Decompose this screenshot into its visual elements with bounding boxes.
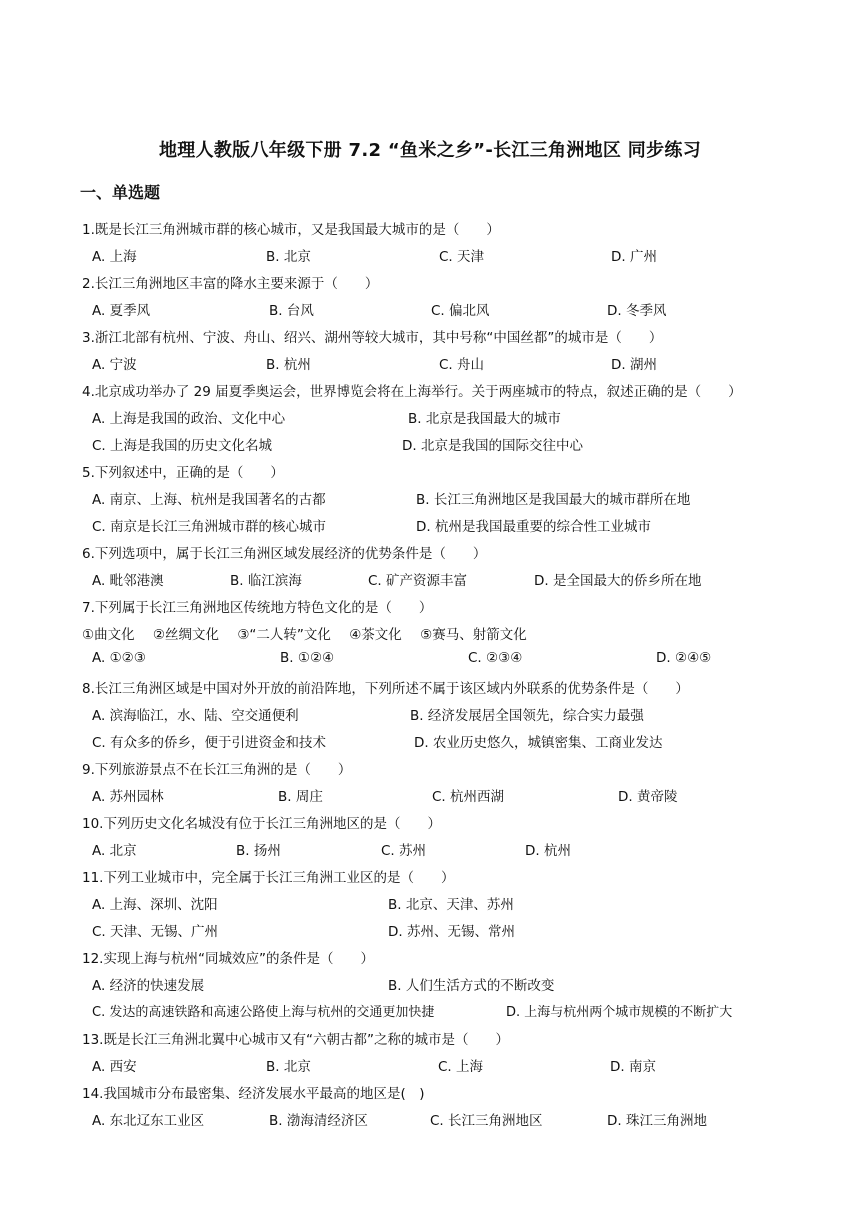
option-a[interactable]: A. 东北辽东工业区 [92,1113,205,1129]
option-c[interactable]: C. 长江三角洲地区 [430,1113,543,1129]
option-d[interactable]: D. 苏州、无锡、常州 [388,924,515,940]
option-c[interactable]: C. 有众多的侨乡，便于引进资金和技术 [92,735,327,751]
question-stem: 11.下列工业城市中，完全属于长江三角洲工业区的是（ ） [82,870,455,886]
option-b[interactable]: B. 周庄 [278,789,323,805]
option-a[interactable]: A. ①②③ [92,650,146,666]
section-heading: 一、单选题 [80,183,161,202]
option-b[interactable]: B. 扬州 [236,843,281,859]
option-c[interactable]: C. 天津 [439,249,485,265]
question-stem: 7.下列属于长江三角洲地区传统地方特色文化的是（ ） [82,600,433,616]
option-a[interactable]: A. 上海是我国的政治、文化中心 [92,411,286,427]
option-row [92,1109,792,1129]
option-a[interactable]: A. 上海、深圳、沈阳 [92,897,218,913]
option-row [92,515,792,535]
option-a[interactable]: A. 上海 [92,249,137,265]
option-b[interactable]: B. 台风 [269,303,314,319]
option-c[interactable]: C. 发达的高速铁路和高速公路使上海与杭州的交通更加快捷 [92,1005,435,1020]
question-stem: 8.长江三角洲区域是中国对外开放的前沿阵地，下列所述不属于该区域内外联系的优势条件是（ ） [82,681,689,697]
item: ④茶文化 [349,627,402,643]
option-d[interactable]: D. 上海与杭州两个城市规模的不断扩大 [506,1005,733,1020]
option-c[interactable]: C. 天津、无锡、广州 [92,924,219,940]
option-b[interactable]: B. 经济发展居全国领先，综合实力最强 [410,708,644,724]
option-a[interactable]: A. 苏州园林 [92,789,164,805]
option-d[interactable]: D. 冬季风 [607,303,667,319]
question-stem: 10.下列历史文化名城没有位于长江三角洲地区的是（ ） [82,816,441,832]
question-stem: 9.下列旅游景点不在长江三角洲的是（ ） [82,762,352,778]
question-stem: 13.既是长江三角洲北翼中心城市又有“六朝古都”之称的城市是（ ） [82,1032,509,1048]
option-d[interactable]: D. 南京 [610,1059,656,1075]
option-row [92,1055,792,1075]
option-c[interactable]: C. 舟山 [439,357,485,373]
option-a[interactable]: A. 宁波 [92,357,137,373]
option-a[interactable]: A. 经济的快速发展 [92,978,205,994]
option-c[interactable]: C. 南京是长江三角洲城市群的核心城市 [92,519,327,535]
option-d[interactable]: D. 黄帝陵 [618,789,678,805]
option-row [92,488,792,508]
option-a[interactable]: A. 毗邻港澳 [92,573,164,589]
option-c[interactable]: C. 上海是我国的历史文化名城 [92,438,273,454]
option-b[interactable]: B. ①②④ [280,650,335,666]
option-d[interactable]: D. 是全国最大的侨乡所在地 [534,573,702,589]
option-a[interactable]: A. 西安 [92,1059,137,1075]
question-stem: 5.下列叙述中，正确的是（ ） [82,465,284,481]
option-b[interactable]: B. 人们生活方式的不断改变 [388,978,555,994]
option-row [92,974,792,994]
option-row [92,434,792,454]
option-row [92,353,792,373]
option-d[interactable]: D. 湖州 [611,357,657,373]
option-c[interactable]: C. 偏北风 [431,303,490,319]
option-d[interactable]: D. 杭州是我国最重要的综合性工业城市 [416,519,651,535]
question-stem: 6.下列选项中，属于长江三角洲区域发展经济的优势条件是（ ） [82,546,487,562]
option-row [92,893,792,913]
option-a[interactable]: A. 北京 [92,843,137,859]
option-d[interactable]: D. 农业历史悠久，城镇密集、工商业发达 [414,735,663,751]
option-b[interactable]: B. 临江滨海 [230,573,302,589]
option-row [92,299,792,319]
option-row [92,407,792,427]
option-row [92,920,792,940]
option-d[interactable]: D. ②④⑤ [656,650,712,666]
option-d[interactable]: D. 珠江三角洲地 [607,1113,707,1129]
question-stem: 14.我国城市分布最密集、经济发展水平最高的地区是( ) [82,1086,425,1102]
option-row [92,569,792,589]
question-stem: 3.浙江北部有杭州、宁波、舟山、绍兴、湖州等较大城市，其中号称“中国丝都”的城市是（ ） [82,330,663,346]
option-c[interactable]: C. ②③④ [468,650,523,666]
option-row [92,1001,782,1021]
item: ⑤赛马、射箭文化 [420,627,527,643]
option-b[interactable]: B. 长江三角洲地区是我国最大的城市群所在地 [416,492,691,508]
item-list [82,623,527,643]
option-a[interactable]: A. 南京、上海、杭州是我国著名的古都 [92,492,326,508]
option-b[interactable]: B. 渤海清经济区 [269,1113,368,1129]
option-b[interactable]: B. 北京是我国最大的城市 [408,411,561,427]
option-b[interactable]: B. 北京 [266,1059,311,1075]
option-c[interactable]: C. 矿产资源丰富 [368,573,468,589]
page-title: 地理人教版八年级下册 7.2 “鱼米之乡”-长江三角洲地区 同步练习 [158,140,701,161]
option-a[interactable]: A. 滨海临江，水、陆、空交通便利 [92,708,299,724]
option-c[interactable]: C. 上海 [438,1059,484,1075]
option-a[interactable]: A. 夏季风 [92,303,151,319]
option-row [92,650,792,670]
question-stem: 12.实现上海与杭州“同城效应”的条件是（ ） [82,951,374,967]
option-d[interactable]: D. 广州 [611,249,657,265]
option-row [92,785,792,805]
option-c[interactable]: C. 苏州 [381,843,427,859]
option-c[interactable]: C. 杭州西湖 [432,789,505,805]
option-b[interactable]: B. 杭州 [266,357,311,373]
option-row [92,704,792,724]
item: ③“二人转”文化 [237,627,331,643]
question-stem: 1.既是长江三角洲城市群的核心城市，又是我国最大城市的是（ ） [82,222,500,238]
question-stem: 4.北京成功举办了 29 届夏季奥运会，世界博览会将在上海举行。关于两座城市的特点，叙述正确的是（ ） [82,384,742,400]
option-b[interactable]: B. 北京、天津、苏州 [388,897,514,913]
item: ②丝绸文化 [152,627,220,643]
option-d[interactable]: D. 北京是我国的国际交往中心 [402,438,583,454]
item: ①曲文化 [82,627,135,643]
option-row [92,245,792,265]
question-stem: 2.长江三角洲地区丰富的降水主要来源于（ ） [82,276,379,292]
option-d[interactable]: D. 杭州 [525,843,571,859]
option-row [92,731,792,751]
option-row [92,839,792,859]
option-b[interactable]: B. 北京 [266,249,311,265]
